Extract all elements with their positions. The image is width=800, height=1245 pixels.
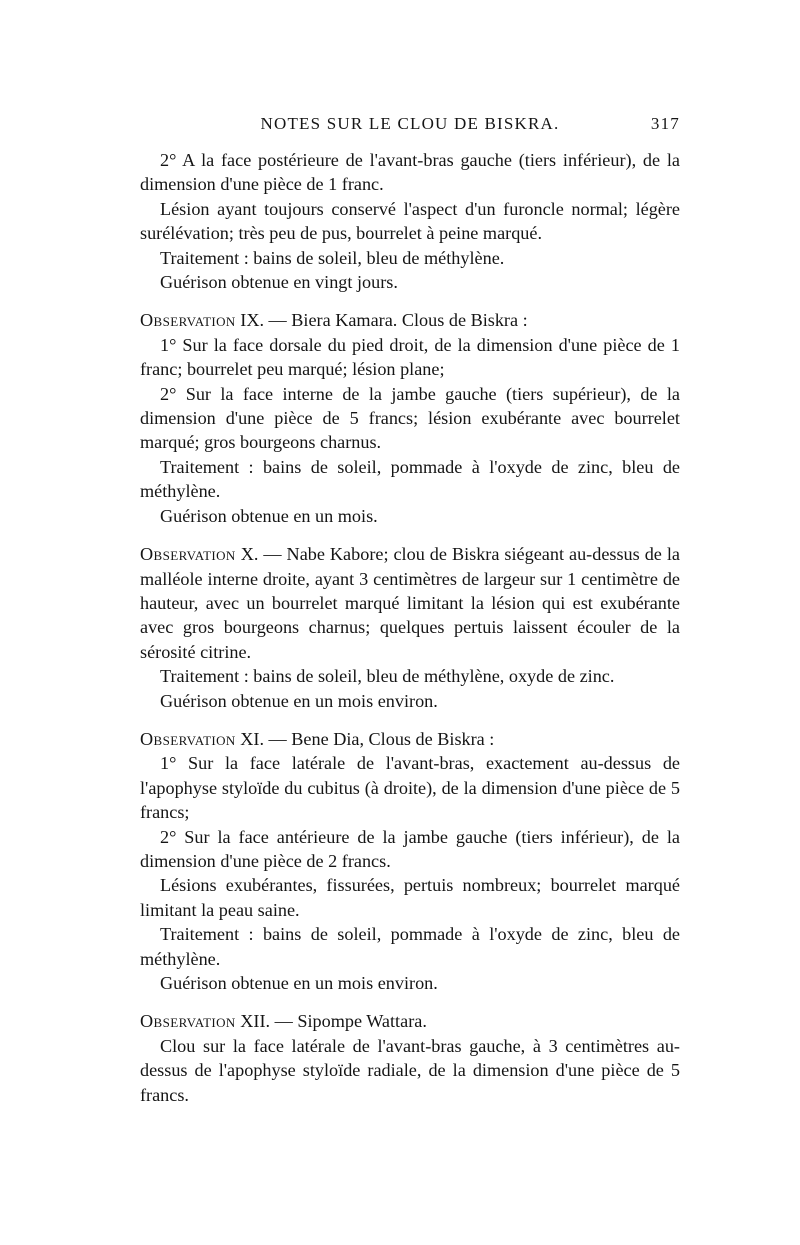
page-number: 317	[650, 114, 680, 133]
observation-heading	[140, 542, 680, 664]
observation-label: Observation	[140, 1011, 236, 1032]
paragraph: 1° Sur la face latérale de l'avant-bras, exactement au-dessus de l'apophyse styloïde du cubitus (à droite), de la dimension d'une pièce de 5 francs;	[140, 753, 680, 823]
paragraph: Lésion ayant toujours conservé l'aspect d'un furoncle normal; légère surélévation; très peu de pus, bourrelet à peine marqué.	[140, 198, 680, 244]
paragraph: Traitement : bains de soleil, pommade à l'oxyde de zinc, bleu de méthylène.	[140, 456, 680, 502]
observation-heading-text: XI. — Bene Dia, Clous de Biskra :	[235, 728, 495, 749]
paragraph: Guérison obtenue en un mois.	[160, 505, 378, 526]
observation-heading-text: XII. — Sipompe Wattara.	[235, 1011, 427, 1032]
paragraph: Guérison obtenue en vingt jours.	[160, 272, 398, 293]
observation-label: Observation	[140, 310, 236, 331]
paragraph: 1° Sur la face dorsale du pied droit, de la dimension d'une pièce de 1 franc; bourrelet peu marqué; lésion plane;	[140, 334, 680, 380]
paragraph: 2° Sur la face antérieure de la jambe gauche (tiers inférieur), de la dimension d'une pièce de 2 francs.	[140, 826, 680, 871]
observation-label: Observation	[140, 728, 236, 749]
running-title: NOTES SUR LE CLOU DE BISKRA.	[260, 114, 560, 133]
observation-heading	[140, 308, 680, 332]
observation-heading	[140, 1009, 680, 1033]
paragraph: Traitement : bains de soleil, bleu de méthylène.	[160, 247, 505, 268]
paragraph: 2° A la face postérieure de l'avant-bras gauche (tiers inférieur), de la dimension d'une pièce de 1 franc.	[140, 150, 680, 195]
paragraph: Traitement : bains de soleil, bleu de méthylène, oxyde de zinc.	[160, 666, 615, 687]
book-page	[140, 0, 680, 1245]
paragraph: Traitement : bains de soleil, pommade à l'oxyde de zinc, bleu de méthylène.	[140, 924, 680, 969]
paragraph: Guérison obtenue en un mois environ.	[160, 973, 438, 993]
observation-heading	[140, 727, 680, 751]
observation-heading-text: X. — Nabe Kabore; clou de Biskra siégeant au-dessus de la malléole interne droite, ayant 3 centimètres de largeur sur 1 centimètre de hauteur, avec un bourrelet marqué limitant la lésion qui est exubérante avec gros bourgeons charnus; quelques pertuis laissent écouler de la sérosité citrine.	[140, 544, 680, 662]
paragraph: Guérison obtenue en un mois environ.	[160, 690, 438, 711]
paragraph: Clou sur la face latérale de l'avant-bras gauche, à 3 centimètres au-dessus de l'apophyse styloïde radiale, de la dimension d'une pièce de 5 francs.	[140, 1035, 680, 1105]
paragraph: 2° Sur la face interne de la jambe gauche (tiers supérieur), de la dimension d'une pièce de 5 francs; lésion exubérante avec bourrelet marqué; gros bourgeons charnus.	[140, 383, 680, 453]
body-text	[140, 148, 680, 1107]
observation-label: Observation	[140, 544, 236, 565]
paragraph: Lésions exubérantes, fissurées, pertuis nombreux; bourrelet marqué limitant la peau saine.	[140, 875, 680, 920]
running-head	[140, 114, 680, 140]
observation-heading-text: IX. — Biera Kamara. Clous de Biskra :	[235, 310, 528, 331]
